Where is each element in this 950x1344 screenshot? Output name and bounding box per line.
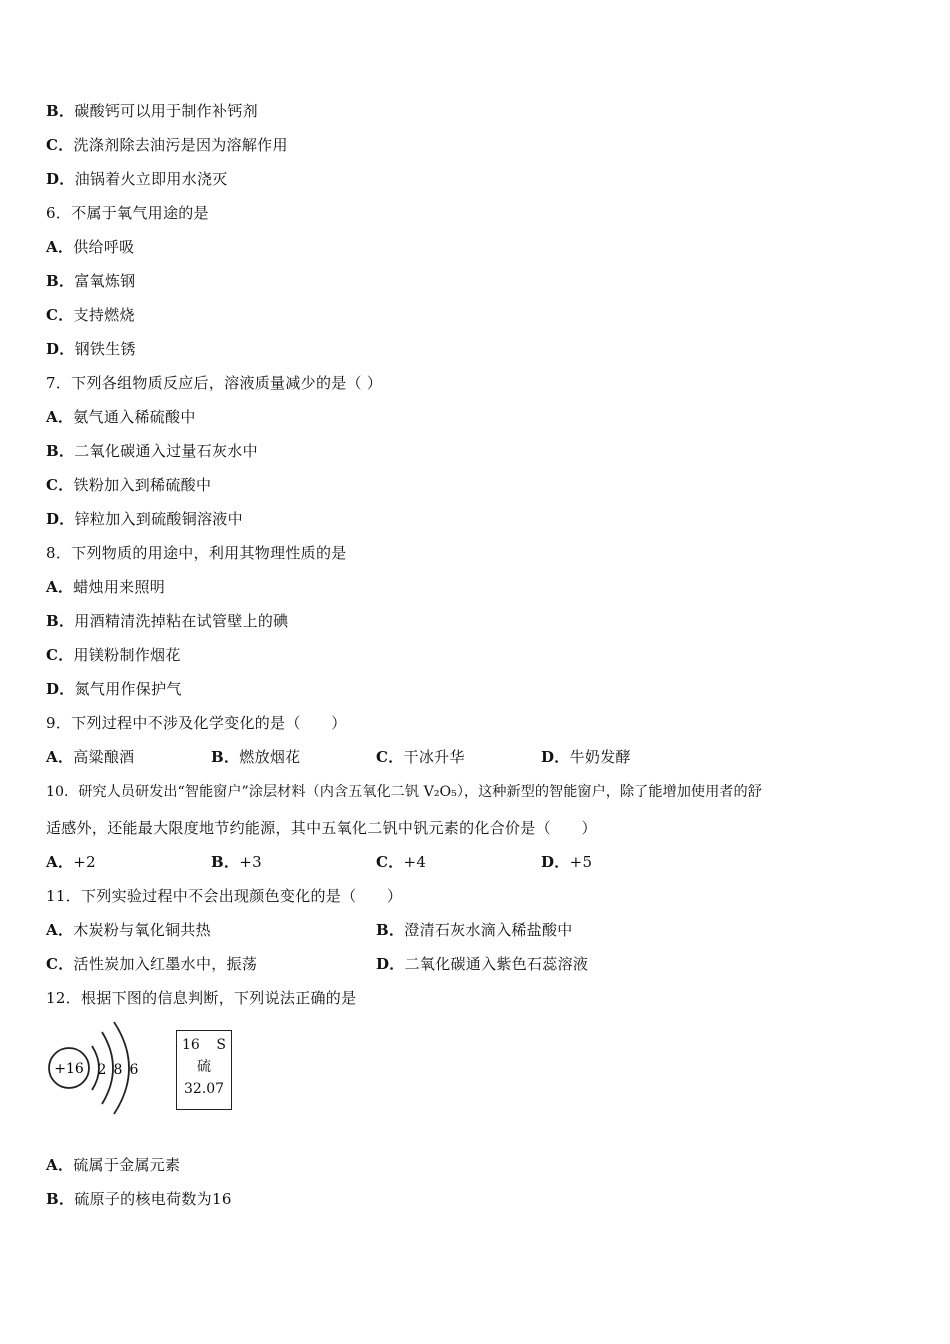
option-text: 燃放烟花: [239, 748, 301, 766]
option-label: B．: [211, 748, 240, 766]
option-text: +5: [569, 853, 593, 871]
option-label: C．: [376, 853, 404, 871]
option-label: A．: [46, 853, 74, 871]
option-text: 澄清石灰水滴入稀盐酸中: [404, 921, 573, 939]
option-label: B．: [46, 1190, 75, 1208]
option-label: A．: [46, 578, 74, 596]
option-label: B．: [46, 612, 75, 630]
q7-option-d: [46, 509, 243, 529]
option-label: C．: [46, 955, 74, 973]
option-text: 二氧化碳通入紫色石蕊溶液: [404, 955, 589, 973]
shell-3-electrons: 6: [129, 1062, 139, 1078]
q9-option-c: [376, 747, 465, 767]
option-text: +3: [239, 853, 262, 871]
option-label: A．: [46, 1156, 74, 1174]
q9-option-a: [46, 747, 134, 767]
option-label: D．: [541, 853, 570, 871]
q6-option-a: [46, 237, 134, 257]
option-text: 用镁粉制作烟花: [73, 646, 181, 664]
q5-option-d: [46, 169, 228, 189]
q6-option-c: [46, 305, 135, 325]
option-text: 铁粉加入到稀硫酸中: [73, 476, 212, 494]
option-text: 硫属于金属元素: [73, 1156, 181, 1174]
option-label: B．: [46, 102, 75, 120]
option-label: B．: [46, 442, 75, 460]
option-label: B．: [46, 272, 75, 290]
shell-2-electrons: 8: [113, 1062, 123, 1078]
option-label: D．: [376, 955, 405, 973]
q10-option-d: [541, 852, 592, 872]
q12-option-b: [46, 1189, 232, 1209]
atomic-mass: 32.07: [183, 1081, 225, 1097]
q10-option-a: [46, 852, 96, 872]
option-label: C．: [46, 136, 74, 154]
option-label: A．: [46, 748, 74, 766]
element-name: 硫: [197, 1059, 211, 1075]
option-text: 牛奶发酵: [569, 748, 631, 766]
q6-option-d: [46, 339, 136, 359]
q8-option-b: [46, 611, 288, 631]
q12-option-a: [46, 1155, 180, 1175]
option-text: 氨气通入稀硫酸中: [73, 408, 196, 426]
option-label: D．: [46, 510, 75, 528]
q8-option-c: [46, 645, 181, 665]
q11-stem: 11．下列实验过程中不会出现颜色变化的是（ ）: [46, 887, 403, 905]
q9-stem: 9．下列过程中不涉及化学变化的是（ ）: [46, 714, 347, 732]
option-text: 锌粒加入到硫酸铜溶液中: [74, 510, 243, 528]
option-text: 高粱酿酒: [73, 748, 135, 766]
sulfur-atom-structure-diagram: [44, 1018, 148, 1118]
option-label: A．: [46, 238, 74, 256]
q9-option-d: [541, 747, 631, 767]
option-label: B．: [211, 853, 240, 871]
option-text: 油锅着火立即用水浇灭: [74, 170, 228, 188]
option-text: 富氧炼钢: [74, 272, 136, 290]
q10-option-b: [211, 852, 262, 872]
q6-option-b: [46, 271, 135, 291]
option-text: 木炭粉与氧化铜共热: [73, 921, 211, 939]
q7-option-c: [46, 475, 211, 495]
option-label: C．: [46, 476, 74, 494]
element-symbol: S: [216, 1037, 226, 1053]
shell-1-electrons: 2: [97, 1062, 107, 1078]
q11-option-a: [46, 920, 211, 940]
option-text: 洗涤剂除去油污是因为溶解作用: [73, 136, 288, 154]
q7-stem: 7．下列各组物质反应后，溶液质量减少的是（ ）: [46, 374, 383, 392]
q11-option-d: [376, 954, 588, 974]
option-label: A．: [46, 921, 74, 939]
option-label: D．: [46, 680, 75, 698]
q10-stem-line1: 10．研究人员研发出“智能窗户”涂层材料（内含五氧化二钒 V₂O₅），这种新型的智能窗户，除了能增加使用者的舒: [46, 784, 762, 800]
option-label: C．: [46, 646, 74, 664]
q5-option-c: [46, 135, 288, 155]
option-text: 用酒精清洗掉粘在试管壁上的碘: [74, 612, 289, 630]
q9-option-b: [211, 747, 300, 767]
option-label: A．: [46, 408, 74, 426]
option-text: +2: [73, 853, 96, 871]
q10-stem-line2: 适感外，还能最大限度地节约能源，其中五氧化二钒中钒元素的化合价是（ ）: [46, 819, 597, 837]
option-text: 钢铁生锈: [74, 340, 136, 358]
nucleus-charge: +16: [54, 1061, 84, 1077]
option-text: 二氧化碳通入过量石灰水中: [74, 442, 258, 460]
q8-option-a: [46, 577, 165, 597]
option-text: 供给呼吸: [73, 238, 135, 256]
option-label: D．: [46, 340, 75, 358]
q12-stem: 12．根据下图的信息判断，下列说法正确的是: [46, 989, 357, 1007]
atomic-number: 16: [182, 1037, 200, 1053]
q7-option-b: [46, 441, 258, 461]
q5-option-b: [46, 101, 258, 121]
option-text: +4: [403, 853, 427, 871]
option-label: D．: [46, 170, 75, 188]
q7-option-a: [46, 407, 196, 427]
option-text: 氮气用作保护气: [74, 680, 182, 698]
q8-option-d: [46, 679, 182, 699]
option-text: 碳酸钙可以用于制作补钙剂: [74, 102, 258, 120]
q11-option-c: [46, 954, 257, 974]
option-text: 支持燃烧: [73, 306, 135, 324]
q6-stem: 6．不属于氧气用途的是: [46, 204, 209, 222]
option-text: 硫原子的核电荷数为16: [74, 1190, 232, 1208]
option-label: C．: [376, 748, 404, 766]
q8-stem: 8．下列物质的用途中，利用其物理性质的是: [46, 544, 347, 562]
option-text: 干冰升华: [403, 748, 465, 766]
q10-option-c: [376, 852, 426, 872]
option-label: D．: [541, 748, 570, 766]
periodic-table-cell: [176, 1030, 232, 1110]
option-text: 活性炭加入红墨水中，振荡: [73, 955, 258, 973]
option-label: B．: [376, 921, 405, 939]
q11-option-b: [376, 920, 573, 940]
option-text: 蜡烛用来照明: [73, 578, 166, 596]
option-label: C．: [46, 306, 74, 324]
